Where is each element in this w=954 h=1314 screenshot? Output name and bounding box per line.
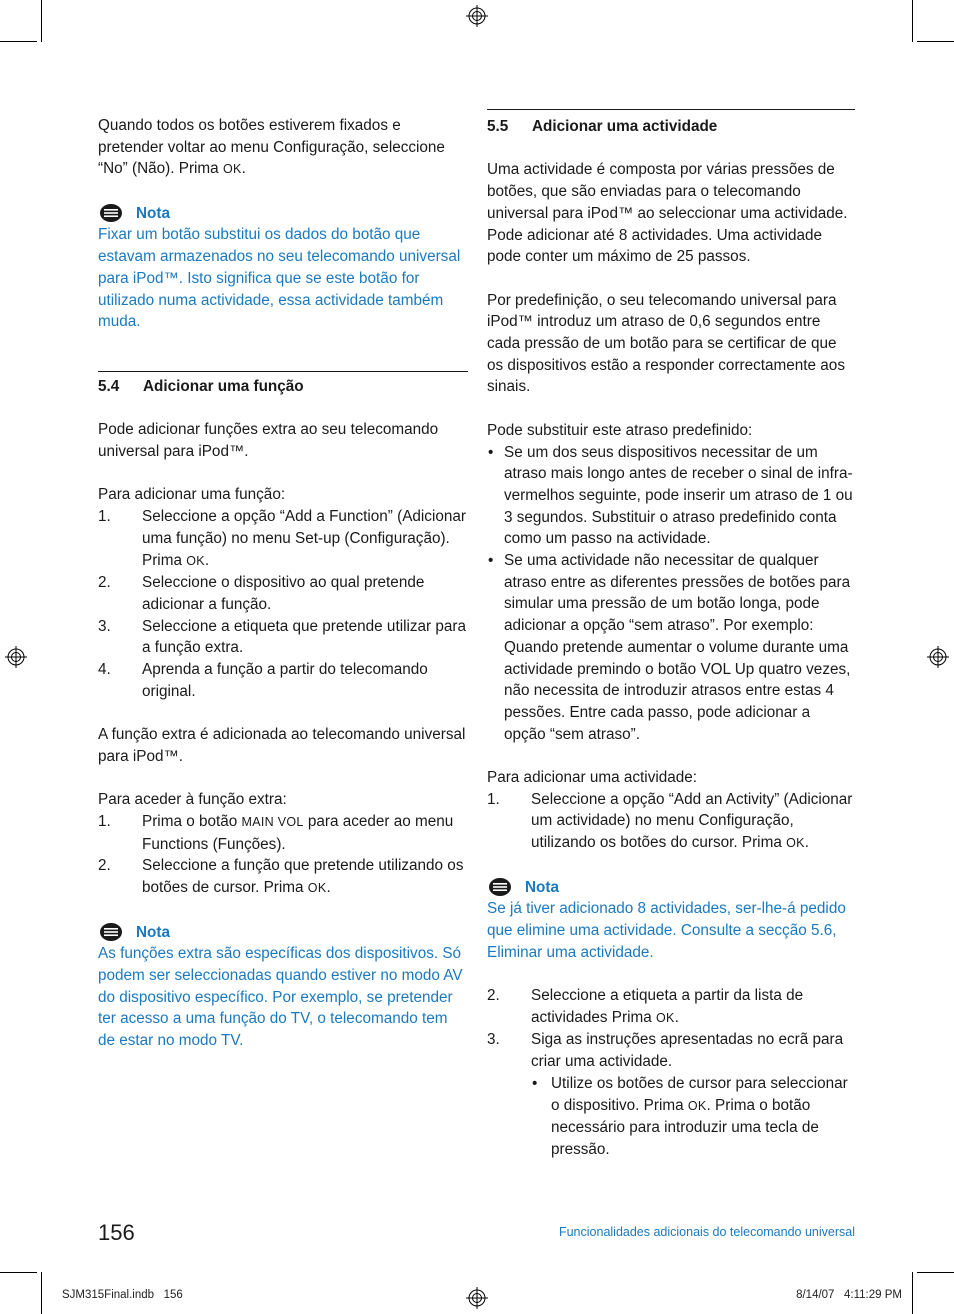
paragraph: Uma actividade é composta por várias pressões de botões, que são enviadas para o telecomando universal para iPod™ ao seleccionar uma actividade. Pode adicionar até 8 actividades. Uma actividade pode conter um máximo de 25 passos. [487, 161, 848, 266]
note-icon [100, 204, 122, 222]
registration-mark-icon [5, 646, 27, 668]
paragraph: A função extra é adicionada ao telecomando universal para iPod™. [98, 726, 466, 765]
registration-mark-icon [466, 5, 488, 27]
sub-bullet-list [531, 1073, 855, 1161]
steps-list [98, 811, 468, 900]
section-heading: 5.5 Adicionar uma actividade [487, 118, 718, 135]
list-item: 3. Seleccione a etiqueta que pretende utilizar para a função extra. [98, 617, 467, 657]
crop-mark [917, 1272, 954, 1273]
list-item: 2. Seleccione a etiqueta a partir da lista de actividades Prima OK. [487, 987, 804, 1026]
list-item: 3. Siga as instruções apresentadas no ecrã para criar uma actividade. • Utilize os botões de cursor para seleccionar o dispositivo. Prima OK. Prima o botão necessário para introduzir uma tecla de pressão. [487, 1029, 855, 1160]
list-item: 1. Seleccione a opção “Add an Activity” (Adicionar um actividade) no menu Configuração, utilizando os botões do cursor. Prima OK. [487, 790, 853, 852]
note-heading: Nota [487, 877, 855, 899]
crop-mark [912, 1272, 913, 1314]
list-item: 2. Seleccione o dispositivo ao qual pretende adicionar a função. [98, 574, 425, 613]
crop-mark [0, 1272, 37, 1273]
note-icon [489, 878, 511, 896]
section-heading: 5.4 Adicionar uma função [98, 378, 304, 395]
note-text: Fixar um botão substitui os dados do botão que estavam armazenados no seu telecomando universal para iPod™. Isto significa que se este botão for utilizado numa actividade, essa actividade também muda. [98, 226, 461, 331]
list-item: 1. Prima o botão MAIN VOL para aceder ao menu Functions (Funções). [98, 813, 454, 853]
section-rule [98, 371, 468, 372]
crop-mark [0, 41, 37, 42]
paragraph: Pode substituir este atraso predefinido: [487, 421, 753, 439]
paragraph: Para adicionar uma função: [98, 486, 286, 504]
paragraph: Por predefinição, o seu telecomando universal para iPod™ introduz um atraso de 0,6 segundos entre cada pressão de um botão para se certificar de que os dispositivos estão a responder correctamente aos sinais. [487, 291, 845, 396]
list-item: • Utilize os botões de cursor para seleccionar o dispositivo. Prima OK. Prima o botão necessário para introduzir uma tecla de pressão. [532, 1074, 848, 1158]
list-item: • Se uma actividade não necessitar de qualquer atraso entre as diferentes pressões de botões para simular uma pressão de um botão longa, pode adicionar a opção “sem atraso”. Por exemplo: Quando pretende aumentar o volume durante uma actividade premindo o botão VOL Up quatro vezes, não necessita de introduzir atrasos entre estas 4 pessões. Entre cada passo, pode adicionar a opção “sem atraso”. [488, 552, 851, 743]
bullet-list [487, 442, 855, 746]
paragraph: Para aceder à função extra: [98, 791, 287, 809]
note-heading: Nota [98, 922, 468, 944]
steps-list [487, 789, 855, 855]
registration-mark-icon [466, 1287, 488, 1309]
intro-paragraph: Quando todos os botões estiverem fixados e pretender voltar ao menu Configuração, seleccione “No” (Não). Prima OK. [98, 117, 445, 178]
crop-mark [917, 41, 954, 42]
steps-list [487, 985, 855, 1161]
list-item: 1. Seleccione a opção “Add a Function” (Adicionar uma função) no menu Set-up (Configuração). Prima OK. [98, 508, 466, 569]
crop-mark [912, 0, 913, 42]
note-icon [100, 923, 122, 941]
page-number: 156 [98, 1220, 135, 1245]
paragraph: Pode adicionar funções extra ao seu telecomando universal para iPod™. [98, 421, 439, 461]
list-item: • Se um dos seus dispositivos necessitar de um atraso mais longo antes de receber o sinal de infra-vermelhos seguinte, pode inserir um atraso de 1 ou 3 segundos. Substituir o atraso predefinido conta como um passo na actividade. [488, 443, 853, 548]
registration-mark-icon [927, 646, 949, 668]
list-item: 4. Aprenda a função a partir do telecomando original. [98, 661, 428, 700]
steps-list [98, 506, 468, 702]
list-item: 2. Seleccione a função que pretende utilizando os botões de cursor. Prima OK. [98, 857, 464, 897]
slug-file-info: SJM315Final.indb 156 [62, 1289, 183, 1301]
right-column [487, 109, 855, 1182]
note-text: Se já tiver adicionado 8 actividades, ser-lhe-á pedido que elimine uma actividade. Consulte a secção 5.6, Eliminar uma actividade. [487, 900, 846, 961]
note-text: As funções extra são específicas dos dispositivos. Só podem ser seleccionadas quando estiver no modo AV do dispositivo específico. Por exemplo, se pretender ter acesso a uma função do TV, o telecomando tem de estar no modo TV. [98, 945, 463, 1049]
note-heading: Nota [98, 203, 468, 225]
left-column [98, 115, 468, 1073]
crop-mark [41, 1272, 42, 1314]
paragraph: Para adicionar uma actividade: [487, 769, 698, 787]
crop-mark [41, 0, 42, 42]
footer-title: Funcionalidades adicionais do telecomando universal [558, 1225, 855, 1239]
section-rule [487, 109, 855, 110]
slug-timestamp: 8/14/07 4:11:29 PM [796, 1289, 902, 1301]
